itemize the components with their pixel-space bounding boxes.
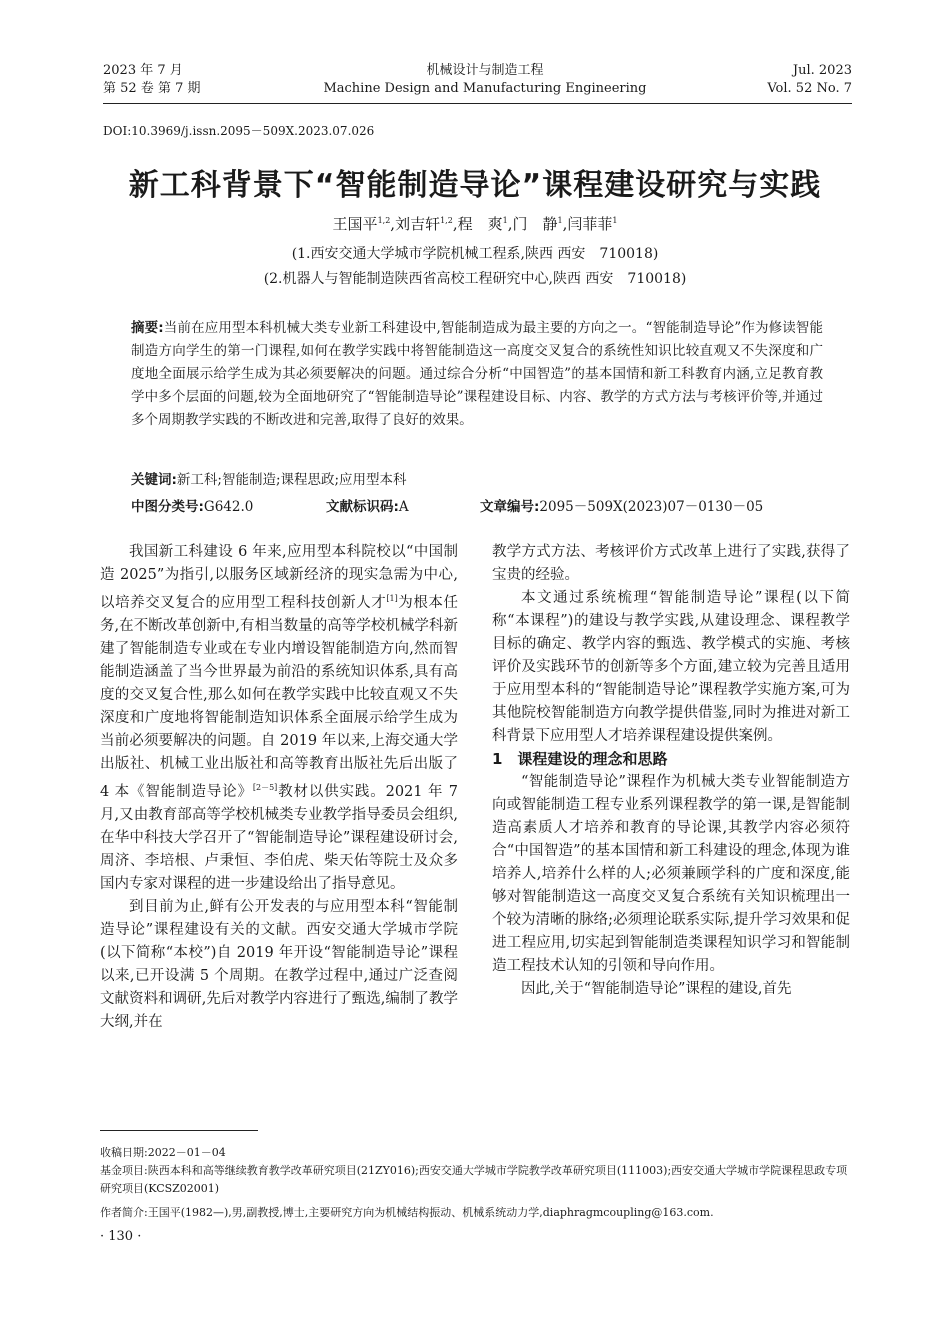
clc-label: 中图分类号: bbox=[131, 499, 204, 515]
paper-title: 新工科背景下“智能制造导论”课程建设研究与实践 bbox=[128, 168, 822, 203]
header-left bbox=[103, 62, 200, 98]
header-divider bbox=[103, 103, 852, 104]
doc-label: 文献标识码: bbox=[326, 499, 399, 515]
body-column-left bbox=[100, 541, 458, 1034]
doi: DOI:10.3969/j.issn.2095－509X.2023.07.026 bbox=[103, 124, 375, 138]
abstract-label: 摘要: bbox=[131, 320, 164, 336]
article-value: 2095－509X(2023)07－0130－05 bbox=[539, 499, 764, 515]
clc-value: G642.0 bbox=[203, 499, 254, 515]
authors: 王国平$^{1,2}$,刘吉轩$^{1,2}$,程 爽$^1$,门 静$^1$,闫菲菲$^1$ bbox=[332, 215, 618, 233]
header-right bbox=[767, 62, 852, 98]
paragraph: 本文通过系统梳理“智能制造导论”课程(以下简称“本课程”)的建设与教学实践,从建设理念、课程教学目标的确定、教学内容的甄选、教学模式的实施、考核评价及实践环节的创新等多个方面,建立较为完善且适用于应用型本科的“智能制造导论”课程教学实施方案,可为其他院校智能制造方向教学提供借鉴,同时为推进对新工科背景下应用型人才培养课程建设提供案例。 bbox=[492, 590, 850, 744]
doc-code bbox=[326, 495, 409, 515]
section-heading: 1 课程建设的理念和思路 bbox=[492, 750, 668, 768]
paragraph: 教学方式方法、考核评价方式改革上进行了实践,获得了宝贵的经验。 bbox=[492, 544, 850, 583]
keywords-label: 关键词: bbox=[131, 472, 177, 488]
affiliation-1: (1.西安交通大学城市学院机械工程系,陕西 西安 710018) bbox=[291, 246, 659, 262]
affiliation-2: (2.机器人与智能制造陕西省高校工程研究中心,陕西 西安 710018) bbox=[263, 271, 687, 287]
header-center bbox=[300, 62, 670, 98]
doc-value: A bbox=[398, 499, 409, 515]
abstract bbox=[131, 317, 823, 432]
header-date: 2023 年 7 月 bbox=[103, 63, 183, 78]
abstract-text: 当前在应用型本科机械大类专业新工科建设中,智能制造成为最主要的方向之一。“智能制造导论”作为修读智能制造方向学生的第一门课程,如何在教学实践中将智能制造这一高度交叉复合的系统性知识比较直观又不失深度和广度地全面展示给学生成为其必须要解决的问题。通过综合分析“中国智造”的基本国情和新工科教育内涵,立足教育教学中多个层面的问题,较为全面地研究了“智能制造导论”课程建设目标、内容、教学的方式方法与考核评价等,并通过多个周期教学实践的不断改进和完善,取得了良好的效果。 bbox=[131, 320, 823, 428]
paragraph: 我国新工科建设 6 年来,应用型本科院校以“中国制造 2025”为指引,以服务区域新经济的现实急需为中心,以培养交叉复合的应用型工程科技创新人才[1]为根本任务,在不断改革创新中,有相当数量的高等学校机械学科新建了智能制造专业或在专业内增设智能制造方向,然而智能制造涵盖了当今世界最为前沿的系统知识体系,具有高度的交叉复合性,那么如何在教学实践中比较直观又不失深度和广度地将智能制造知识体系全面展示给学生成为当前必须要解决的问题。自 2019 年以来,上海交通大学出版社、机械工业出版社和高等教育出版社先后出版了 4 本《智能制造导论》[2－5]教材以供实践。2021 年 7 月,又由教育部高等学校机械类专业教学指导委员会组织,在华中科技大学召开了“智能制造导论”课程建设研讨会,周济、李培根、卢秉恒、李伯虎、柴天佑等院士及众多国内专家对课程的进一步建设给出了指导意见。 bbox=[100, 544, 459, 892]
journal-name-cn: 机械设计与制造工程 bbox=[426, 63, 544, 78]
journal-name-en: Machine Design and Manufacturing Engineering bbox=[323, 81, 647, 96]
clc-number bbox=[131, 495, 253, 515]
article-number bbox=[480, 495, 763, 515]
keywords bbox=[131, 468, 407, 488]
article-label: 文章编号: bbox=[480, 499, 540, 515]
footnote-divider bbox=[100, 1130, 258, 1131]
body-column-right bbox=[492, 541, 850, 1001]
header-volume: 第 52 卷 第 7 期 bbox=[103, 81, 201, 96]
header-date-en: Jul. 2023 bbox=[792, 63, 852, 78]
keywords-text: 新工科;智能制造;课程思政;应用型本科 bbox=[176, 472, 407, 488]
footnote-fund: 基金项目:陕西本科和高等继续教育教学改革研究项目(21ZY016);西安交通大学城市学院教学改革研究项目(111003);西安交通大学城市学院课程思政专项研究项目(KCSZ02001) bbox=[100, 1164, 848, 1195]
paragraph: “智能制造导论”课程作为机械大类专业智能制造方向或智能制造工程专业系列课程教学的第一课,是智能制造高素质人才培养和教育的导论课,其教学内容必须符合“中国智造”的基本国情和新工科建设的理念,体现为谁培养人,培养什么样的人;必须兼顾学科的广度和深度,能够对智能制造这一高度交叉复合系统有关知识梳理出一个较为清晰的脉络;必须理论联系实际,提升学习效果和促进工程应用,切实起到智能制造类课程知识学习和智能制造工程技术认知的引领和导向作用。 bbox=[492, 774, 850, 974]
footnote-received: 收稿日期:2022－01－04 bbox=[100, 1146, 226, 1159]
footnote-author: 作者简介:王国平(1982—),男,副教授,博士,主要研究方向为机械结构振动、机械系统动力学,diaphragmcoupling@163.com. bbox=[100, 1206, 714, 1219]
paragraph: 到目前为止,鲜有公开发表的与应用型本科“智能制造导论”课程建设有关的文献。西安交通大学城市学院(以下简称“本校”)自 2019 年开设“智能制造导论”课程以来,已开设满 5 个周期。在教学过程中,通过广泛查阅文献资料和调研,先后对教学内容进行了甄选,编制了教学大纲,并在 bbox=[100, 898, 458, 1030]
paragraph: 因此,关于“智能制造导论”课程的建设,首先 bbox=[521, 981, 792, 997]
header-volume-en: Vol. 52 No. 7 bbox=[767, 81, 852, 96]
page-number: · 130 · bbox=[100, 1229, 142, 1244]
